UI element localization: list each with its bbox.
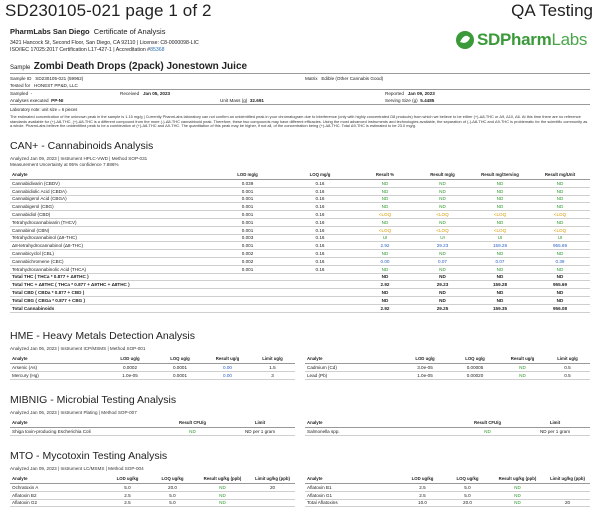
column-header: Result mg/Serving <box>470 169 530 180</box>
table-row <box>10 257 590 265</box>
analyte-name: Cannabichromene (CBC) <box>10 257 210 265</box>
total-value: ND <box>470 273 530 281</box>
result-value: ND <box>470 250 530 258</box>
result-value: 0.07 <box>470 257 530 265</box>
matrix-row: Matrix Edible (Other Cannabis Good) <box>305 76 384 81</box>
microbial-table-right <box>305 417 590 436</box>
table-cell: 0.0001 <box>155 364 205 372</box>
result-value: ND <box>415 203 470 211</box>
divider <box>10 104 590 105</box>
table-row <box>10 250 590 258</box>
result-value: ND <box>195 499 250 507</box>
unit-mass-row: Unit Mass (g) 32.691 <box>220 98 264 103</box>
table-row <box>305 491 590 499</box>
divider <box>10 89 590 90</box>
table-cell: 0.0001 <box>155 371 205 379</box>
column-header: Analyte <box>305 353 400 364</box>
table-cell: 0.001 <box>210 203 285 211</box>
analyte-name: Aflatoxin B2 <box>10 491 105 499</box>
analyte-name: Cannabidiolic Acid (CBDA) <box>10 187 210 195</box>
total-value: 159.35 <box>470 304 530 312</box>
table-row <box>10 203 590 211</box>
result-value: ND <box>355 218 415 226</box>
column-header: Result ug/g <box>205 353 250 364</box>
table-cell: 0.16 <box>285 187 355 195</box>
table-cell <box>545 491 590 499</box>
address-line-1: 3421 Hancock St, Second Floor, San Diego, CA 92110 | License: C8-0000098-LIC <box>10 40 199 46</box>
column-header: Result ug/g <box>500 353 545 364</box>
table-cell: 2.5 <box>105 491 150 499</box>
total-value: 159.28 <box>470 281 530 289</box>
analyte-name: Aflatoxin G2 <box>10 499 105 507</box>
result-value: 0.00 <box>205 371 250 379</box>
table-cell: 0.16 <box>285 242 355 250</box>
table-cell: ND per 1 gram <box>225 428 295 436</box>
table-row <box>10 195 590 203</box>
table-row <box>10 499 295 507</box>
table-cell: 0.16 <box>285 195 355 203</box>
column-header: Result ug/kg (ppb) <box>195 473 250 484</box>
address-line-2: ISO/IEC 17025:2017 Certification L17-427-1 | Accreditation #85368 <box>10 47 165 53</box>
column-header: LOQ ug/kg <box>445 473 490 484</box>
result-value: <LOQ <box>355 226 415 234</box>
table-cell: 5.0 <box>150 499 195 507</box>
result-value: ND <box>530 265 590 273</box>
table-cell: 0.0002 <box>105 364 155 372</box>
total-value: ND <box>470 296 530 304</box>
analyte-name: Shiga toxin-producing Escherichia Coli <box>10 428 160 436</box>
analyte-name: Δ8-tetrahydrocannabinol (Δ8-THC) <box>10 242 210 250</box>
table-header <box>305 353 590 364</box>
analyte-name: Cannabidiol (CBD) <box>10 211 210 219</box>
analyte-name: Tetrahydrocannabivarin (THCV) <box>10 218 210 226</box>
table-cell: 20 <box>250 484 295 492</box>
total-value: ND <box>355 296 415 304</box>
table-header <box>10 353 295 364</box>
table-row <box>10 428 295 436</box>
total-value: 2.92 <box>355 304 415 312</box>
received-row: Received Jan 05, 2023 <box>120 91 171 96</box>
analyte-name: Ochratoxin A <box>10 484 105 492</box>
total-row <box>10 273 590 281</box>
total-name: Total Cannabinoids <box>10 304 210 312</box>
total-name: Total CBG ( CBGa * 0.877 + CBG ) <box>10 296 210 304</box>
certificate-label: Certificate of Analysis <box>93 27 166 36</box>
total-name: Total THC ( THCa * 0.877 + Δ9THC ) <box>10 273 210 281</box>
result-value: ND <box>530 218 590 226</box>
table-cell: 0.00020 <box>450 371 500 379</box>
table-row <box>10 371 295 379</box>
result-value: ND <box>355 180 415 188</box>
table-header <box>10 473 295 484</box>
lab-address <box>10 40 199 54</box>
table-cell: 5.0 <box>105 484 150 492</box>
table-cell: 3.0e-05 <box>400 364 450 372</box>
table-cell: 0.5 <box>545 364 590 372</box>
analyte-name: Cadmium (Cd) <box>305 364 400 372</box>
result-value: 955.69 <box>530 242 590 250</box>
result-value: ND <box>415 218 470 226</box>
analyte-name: Total Aflatoxins <box>305 499 400 507</box>
accreditation-link[interactable]: 85368 <box>150 47 165 53</box>
serving-row: Serving Size (g) 5.4485 <box>385 98 435 103</box>
table-row <box>10 211 590 219</box>
table-row <box>305 364 590 372</box>
executed-row: Analyses executed PP-NI <box>10 98 64 103</box>
table-row <box>305 428 590 436</box>
table-cell: 0.16 <box>285 250 355 258</box>
total-value: ND <box>470 289 530 297</box>
column-header: Result mg/g <box>415 169 470 180</box>
column-header: LOD ug/g <box>105 353 155 364</box>
column-header: LOD mg/g <box>210 169 285 180</box>
table-cell: 0.002 <box>210 250 285 258</box>
result-value: <LOQ <box>355 211 415 219</box>
cannabinoids-subtitle: Analyzed Jan 09, 2023 | Instrument HPLC-VWD | Method SOP-031 Measurement Uncertainty at 95% confidence 7.886% <box>10 156 148 167</box>
result-value: ND <box>455 428 520 436</box>
table-cell: 1.0e-05 <box>400 371 450 379</box>
table-cell: 0.16 <box>285 180 355 188</box>
table-cell: 0.16 <box>285 257 355 265</box>
result-value: <LOQ <box>415 226 470 234</box>
mycotoxin-title: MTO - Mycotoxin Testing Analysis <box>10 450 168 462</box>
table-cell: 0.039 <box>210 180 285 188</box>
result-value: UI <box>530 234 590 242</box>
column-header: LOD ug/g <box>400 353 450 364</box>
table-header <box>305 417 590 428</box>
column-header: Result CFU/g <box>160 417 225 428</box>
column-header: Analyte <box>305 417 455 428</box>
table-cell: 0.16 <box>285 226 355 234</box>
table-row <box>305 484 590 492</box>
table-cell: ND per 1 gram <box>520 428 590 436</box>
metals-table-left <box>10 353 295 380</box>
result-value: UI <box>415 234 470 242</box>
result-value: ND <box>470 218 530 226</box>
disclaimer-text: The estimated concentration of the unknown peak in the sample is 1.15 mg/g | Currently PharmLabs laboratory can not confirm an unidentified peak in your chromatogram due to interference (only with highly concentrated D8 products) from which we believe to be either (+)-Δ8-THC or Δ9, Δ10, Δ6. At this time there are no reference standards available for (+)-Δ8-THC. (+)-Δ8-THC is a different compound from the more (-)-Δ8-THC cannabinoid peak. Therefore, these two compounds may have different efficacies. Using the most advanced instruments and technologies available, the separation of (-)-Δ8-THC and Δ9-THC is problematic for the scientific community as a whole. PharmLabs believe the unidentified peak to be a combination of (+)-Δ8-THC and Δ9-THC. The quantitation of this peak may be higher, if not all, of the concentration being (+)-Δ8-THC. Total Δ9-THC is estimated to be 23.0 mg/g. <box>10 114 588 129</box>
table-header <box>10 417 295 428</box>
table-cell: 10.0 <box>400 499 445 507</box>
column-header: Limit ug/kg (ppb) <box>545 473 590 484</box>
table-cell <box>250 499 295 507</box>
table-cell: 1.5 <box>250 364 295 372</box>
result-value: ND <box>470 180 530 188</box>
table-row <box>10 226 590 234</box>
reported-row: Reported Jan 09, 2023 <box>385 91 435 96</box>
result-value: ND <box>355 187 415 195</box>
table-cell: 0.001 <box>210 218 285 226</box>
analyte-name: Tetrahydrocannabinol (Δ9-THC) <box>10 234 210 242</box>
result-value: <LOQ <box>470 226 530 234</box>
analyte-name: Lead (Pb) <box>305 371 400 379</box>
table-row <box>10 491 295 499</box>
total-value: 956.08 <box>530 304 590 312</box>
analyte-name: Cannabinol (CBN) <box>10 226 210 234</box>
microbial-table-left <box>10 417 295 436</box>
qa-label: QA Testing <box>511 1 593 20</box>
sdpharmlabs-logo: SDPharmLabs <box>455 30 587 50</box>
total-value: 29.25 <box>415 304 470 312</box>
column-header: Limit ug/g <box>545 353 590 364</box>
cannabinoids-table <box>10 169 590 313</box>
analyte-name: Cannabicyclol (CBL) <box>10 250 210 258</box>
column-header: Result mg/Unit <box>530 169 590 180</box>
table-cell: 5.0 <box>445 491 490 499</box>
column-header: Limit ug/kg (ppb) <box>250 473 295 484</box>
table-cell: 2.5 <box>400 484 445 492</box>
table-cell: 1.0e-05 <box>105 371 155 379</box>
table-cell: 0.001 <box>210 265 285 273</box>
result-value: ND <box>490 484 545 492</box>
result-value: <LOQ <box>415 211 470 219</box>
table-header <box>305 473 590 484</box>
divider <box>10 73 590 74</box>
analyte-name: Cannabigerol Acid (CBGA) <box>10 195 210 203</box>
result-value: <LOQ <box>530 226 590 234</box>
page-title: SD230105-021 page 1 of 2 <box>5 1 212 20</box>
column-header: LOQ ug/g <box>450 353 500 364</box>
table-cell: 0.001 <box>210 187 285 195</box>
result-value: 0.00 <box>205 364 250 372</box>
column-header: Analyte <box>10 473 105 484</box>
analyte-name: Arsenic (As) <box>10 364 105 372</box>
table-cell: 0.00005 <box>450 364 500 372</box>
table-cell <box>545 484 590 492</box>
table-cell: 0.16 <box>285 218 355 226</box>
result-value: ND <box>530 180 590 188</box>
total-value: 29.23 <box>415 281 470 289</box>
result-value: ND <box>415 195 470 203</box>
result-value: <LOQ <box>530 211 590 219</box>
total-name: Total CBD ( CBDa * 0.877 + CBD ) <box>10 289 210 297</box>
column-header: Result CFU/g <box>455 417 520 428</box>
tested-for-row: Tested for HONEST PP&D, LLC <box>10 83 78 88</box>
table-header <box>10 169 590 180</box>
column-header: Analyte <box>305 473 400 484</box>
column-header: LOD ug/kg <box>400 473 445 484</box>
table-cell: 0.16 <box>285 211 355 219</box>
total-value: 955.69 <box>530 281 590 289</box>
table-row <box>10 484 295 492</box>
analyte-name: Cannabigerol (CBG) <box>10 203 210 211</box>
result-value: ND <box>500 371 545 379</box>
total-value: ND <box>415 296 470 304</box>
result-value: ND <box>470 195 530 203</box>
analyte-name: Tetrahydrocannabinolic Acid (THCA) <box>10 265 210 273</box>
analyte-name: Aflatoxin B1 <box>305 484 400 492</box>
total-value: ND <box>530 296 590 304</box>
column-header: LOQ ug/kg <box>150 473 195 484</box>
table-cell <box>250 491 295 499</box>
result-value: ND <box>355 265 415 273</box>
sampled-row: Sampled - <box>10 91 33 96</box>
result-value: ND <box>530 187 590 195</box>
table-cell: 0.5 <box>545 371 590 379</box>
total-row <box>10 281 590 289</box>
result-value: ND <box>355 203 415 211</box>
total-value: ND <box>530 273 590 281</box>
table-row <box>305 371 590 379</box>
column-header: Analyte <box>10 417 160 428</box>
total-value: ND <box>415 273 470 281</box>
column-header: Limit ug/g <box>250 353 295 364</box>
result-value: 2.92 <box>355 242 415 250</box>
result-value: ND <box>470 187 530 195</box>
result-value: <LOQ <box>470 211 530 219</box>
table-row <box>10 218 590 226</box>
table-cell: 0.003 <box>210 234 285 242</box>
table-cell: 5.0 <box>150 491 195 499</box>
table-row <box>10 180 590 188</box>
table-row <box>305 499 590 507</box>
total-value: ND <box>530 289 590 297</box>
table-cell: 0.002 <box>210 257 285 265</box>
table-row <box>10 265 590 273</box>
result-value: ND <box>195 484 250 492</box>
total-row <box>10 304 590 312</box>
mycotoxin-subtitle: Analyzed Jan 09, 2023 | Instrument LC/MSMS | Method SOP-004 <box>10 466 144 471</box>
lab-note: Laboratory note: unit size = 6 pieces <box>10 107 78 112</box>
table-cell: 2.5 <box>105 499 150 507</box>
total-value: ND <box>355 273 415 281</box>
result-value: ND <box>195 491 250 499</box>
table-row <box>10 234 590 242</box>
total-row <box>10 289 590 297</box>
leaf-logo-icon <box>455 30 475 50</box>
result-value: ND <box>415 250 470 258</box>
result-value: ND <box>470 265 530 273</box>
lab-name: PharmLabs San Diego Certificate of Analysis <box>10 27 166 36</box>
cannabinoids-title: CAN+ - Cannabinoids Analysis <box>10 140 154 152</box>
table-cell: 0.001 <box>210 226 285 234</box>
table-row <box>10 242 590 250</box>
analyte-name: Aflatoxin G1 <box>305 491 400 499</box>
result-value: ND <box>530 195 590 203</box>
analyte-name: Mercury (Hg) <box>10 371 105 379</box>
result-value: ND <box>160 428 225 436</box>
result-value: ND <box>355 250 415 258</box>
column-header: LOD ug/kg <box>105 473 150 484</box>
result-value: UI <box>355 234 415 242</box>
column-header: Analyte <box>10 353 105 364</box>
total-value: ND <box>355 289 415 297</box>
result-value: 0.39 <box>530 257 590 265</box>
table-cell: 5.0 <box>445 484 490 492</box>
mycotoxin-table-right <box>305 473 590 507</box>
result-value: ND <box>500 364 545 372</box>
table-cell: 20.0 <box>150 484 195 492</box>
result-value: ND <box>490 499 545 507</box>
analyte-name: Salmonella spp. <box>305 428 455 436</box>
analyte-name: Cannabidivarin (CBDV) <box>10 180 210 188</box>
result-value: UI <box>470 234 530 242</box>
column-header: LOQ mg/g <box>285 169 355 180</box>
result-value: ND <box>415 180 470 188</box>
table-cell: 0.001 <box>210 195 285 203</box>
result-value: 0.00 <box>355 257 415 265</box>
result-value: 159.28 <box>470 242 530 250</box>
table-row <box>10 187 590 195</box>
table-cell: 0.16 <box>285 265 355 273</box>
column-header: LOQ ug/g <box>155 353 205 364</box>
column-header: Result ug/kg (ppb) <box>490 473 545 484</box>
result-value: ND <box>530 203 590 211</box>
sample-id-row: Sample ID SD230105-021 (59962) <box>10 76 84 81</box>
microbial-subtitle: Analyzed Jan 06, 2023 | Instrument Plating | Method SOP-007 <box>10 410 137 415</box>
total-value: 2.92 <box>355 281 415 289</box>
table-row <box>10 364 295 372</box>
result-value: 29.23 <box>415 242 470 250</box>
column-header: Limit <box>520 417 590 428</box>
table-cell: 0.16 <box>285 203 355 211</box>
table-cell: 20 <box>545 499 590 507</box>
table-cell: 0.16 <box>285 234 355 242</box>
total-row <box>10 296 590 304</box>
result-value: ND <box>530 250 590 258</box>
column-header: Limit <box>225 417 295 428</box>
total-value: ND <box>415 289 470 297</box>
table-cell: 0.001 <box>210 242 285 250</box>
sample-title: Sample Zombi Death Drops (2pack) Jonestown Juice <box>10 61 248 72</box>
microbial-title: MIBNIG - Microbial Testing Analysis <box>10 394 177 406</box>
table-cell: 2.5 <box>400 491 445 499</box>
result-value: ND <box>470 203 530 211</box>
result-value: ND <box>355 195 415 203</box>
result-value: ND <box>415 265 470 273</box>
table-cell: 0.001 <box>210 211 285 219</box>
column-header: Result % <box>355 169 415 180</box>
mycotoxin-table-left <box>10 473 295 507</box>
metals-subtitle: Analyzed Jan 06, 2023 | Instrument ICP/MSMS | Method SOP-001 <box>10 346 146 351</box>
metals-table-right <box>305 353 590 380</box>
column-header: Analyte <box>10 169 210 180</box>
result-value: ND <box>490 491 545 499</box>
result-value: ND <box>415 187 470 195</box>
result-value: 0.07 <box>415 257 470 265</box>
table-cell: 20.0 <box>445 499 490 507</box>
total-name: Total THC + Δ8THC ( THCa * 0.877 + Δ9THC + Δ8THC ) <box>10 281 210 289</box>
metals-title: HME - Heavy Metals Detection Analysis <box>10 330 195 342</box>
table-cell: 3 <box>250 371 295 379</box>
